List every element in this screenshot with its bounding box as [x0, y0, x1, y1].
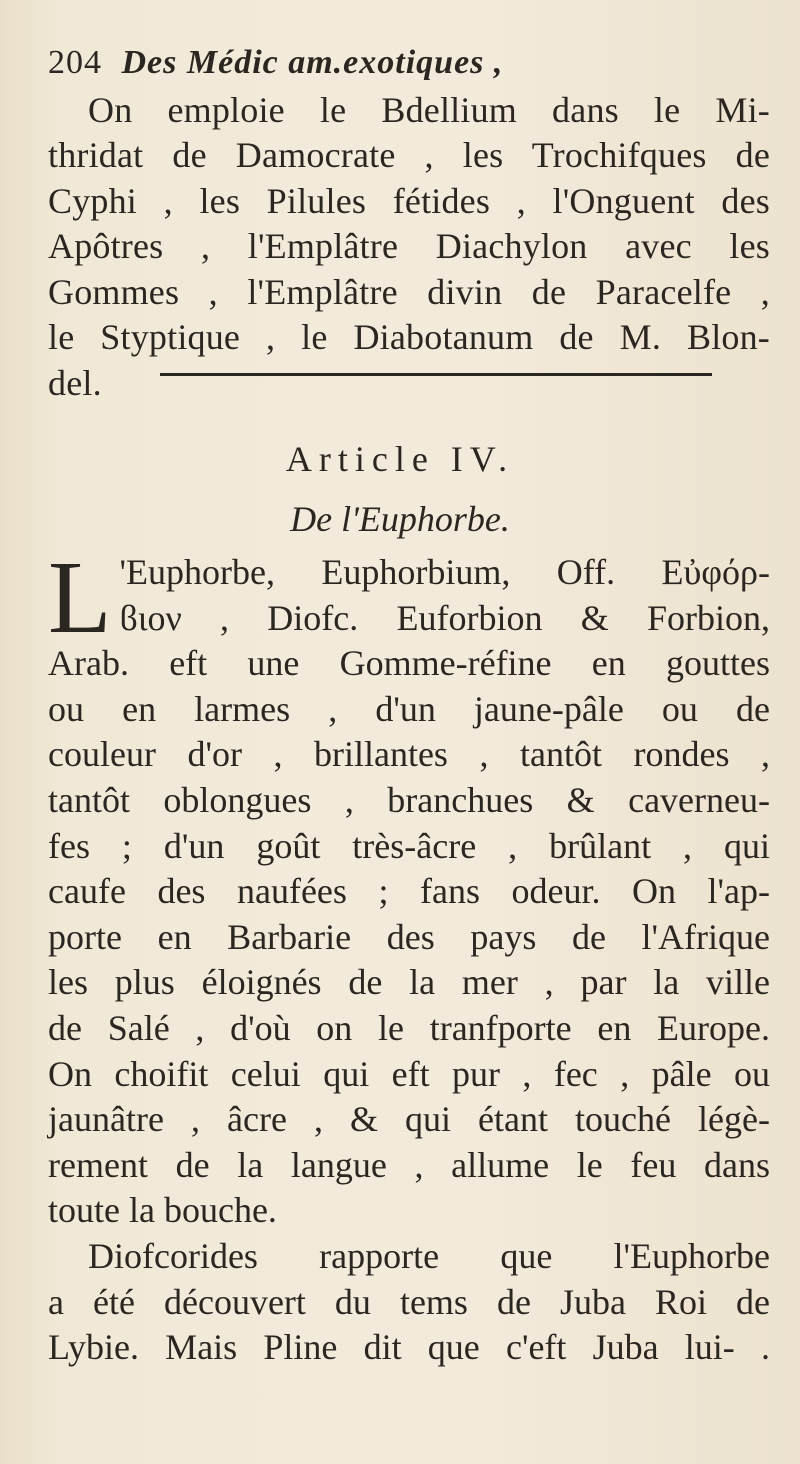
page-text-top [48, 40, 770, 406]
text-line: ϐιον , Diofc. Euforbion & Forbion, [119, 597, 770, 638]
running-head-title: Des Médic am.exotiques , [121, 44, 504, 81]
text-line: toute la bouche. [48, 1190, 277, 1231]
text-line: ou en larmes , d'un jaune-pâle ou de [48, 688, 770, 729]
page-text-body [48, 540, 770, 1371]
page-number: 204 [48, 44, 102, 81]
text-line: rement de la langue , allume le feu dans [48, 1144, 770, 1185]
paragraph-dioscorides [48, 1234, 770, 1371]
text-line: Gommes , l'Emplâtre divin de Paracelfe , [48, 271, 770, 312]
article-subtitle: De l'Euphorbe. [290, 499, 510, 539]
text-line: tantôt oblongues , branchues & caverneu- [48, 779, 770, 820]
text-line: les plus éloignés de la mer , par la ville [48, 962, 770, 1003]
text-line: On emploie le Bdellium dans le Mi- [88, 89, 770, 130]
text-line: caufe des naufées ; fans odeur. On l'ap- [48, 871, 770, 912]
text-line: porte en Barbarie des pays de l'Afrique [48, 916, 770, 957]
paragraph-bdellium [48, 88, 770, 407]
text-line: On choifit celui qui eft pur , fec , pâle ou [48, 1053, 770, 1094]
running-head [48, 40, 770, 86]
text-line: del. [48, 362, 102, 403]
paragraph-euphorbe [48, 540, 770, 1234]
text-line: jaunâtre , âcre , & qui étant touché légè- [48, 1099, 770, 1140]
text-line: Arab. eft une Gomme-réfine en gouttes [48, 643, 770, 684]
section-rule [160, 373, 712, 376]
text-line: a été découvert du tems de Juba Roi de [48, 1281, 770, 1322]
text-line: 'Euphorbe, Euphorbium, Off. Εὐφόρ- [119, 552, 770, 592]
text-line: Cyphi , les Pilules fétides , l'Onguent des [48, 180, 770, 221]
text-line: de Salé , d'où on le tranfporte en Europe. [48, 1007, 770, 1048]
text-line: Apôtres , l'Emplâtre Diachylon avec les [48, 226, 770, 266]
text-line: thridat de Damocrate , les Trochifques de [48, 135, 770, 175]
text-line: couleur d'or , brillantes , tantôt rondes , [48, 734, 770, 775]
article-heading: Article IV. [285, 439, 515, 479]
text-line: fes ; d'un goût très-âcre , brûlant , qui [48, 825, 770, 866]
text-line: le Styptique , le Diabotanum de M. Blon- [48, 317, 770, 357]
text-line: Diofcorides rapporte que l'Euphorbe [88, 1235, 770, 1276]
text-line: Lybie. Mais Pline dit que c'eft Juba lui- . [48, 1327, 770, 1368]
drop-cap: L [48, 540, 112, 655]
